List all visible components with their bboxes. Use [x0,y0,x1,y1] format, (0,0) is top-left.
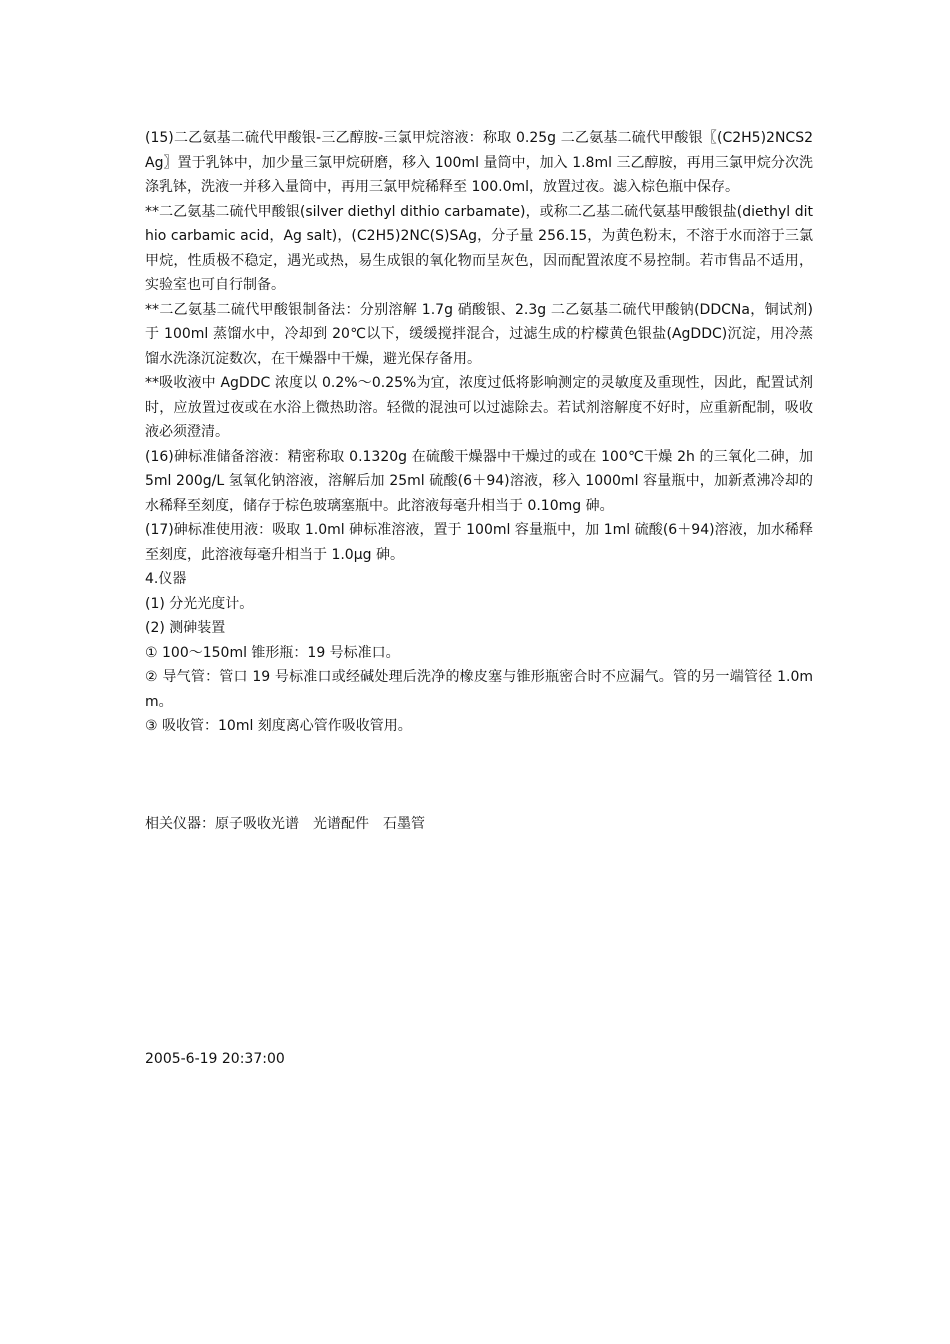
paragraph-note-concentration: **吸收液中 AgDDC 浓度以 0.2%～0.25%为宜，浓度过低将影响测定的灵敏度及重现性，因此，配置试剂时，应放置过夜或在水浴上微热助溶。轻微的混浊可以过滤除去。若试剂溶解度不好时，应重新配制，吸收液必须澄清。 [145,375,813,440]
related-link-spectrum-parts[interactable]: 光谱配件 [313,815,369,832]
related-link-aas[interactable]: 原子吸收光谱 [215,815,299,832]
related-instruments [145,812,813,837]
list-item-spectrophotometer: (1) 分光光度计。 [145,595,254,612]
list-item-absorption-tube: ③ 吸收管：10ml 刻度离心管作吸收管用。 [145,718,412,734]
list-item-arsenic-apparatus: (2) 测砷装置 [145,620,226,636]
paragraph-reagent-15: (15)二乙氨基二硫代甲酸银-三乙醇胺-三氯甲烷溶液：称取 0.25g 二乙氨基二硫代甲酸银〖(C2H5)2NCS2Ag〗置于乳钵中，加少量三氯甲烷研磨，移入 100ml 量筒中，加入 1.8ml 三乙醇胺，再用三氯甲烷分次洗涤乳钵，洗液一并移入量筒中，再用三氯甲烷稀释至 100.0ml，放置过夜。滤入棕色瓶中保存。 [145,130,813,195]
paragraph-note-agddc: **二乙氨基二硫代甲酸银(silver diethyl dithio carbamate)，或称二乙基二硫代氨基甲酸银盐(diethyl dithio carbamic acid，Ag salt)，(C2H5)2NC(S)SAg，分子量 256.15，为黄色粉末，不溶于水而溶于三氯甲烷，性质极不稳定，遇光或热，易生成银的氧化物而呈灰色，因而配置浓度不易控制。若市售品不适用，实验室也可自行制备。 [145,203,813,293]
paragraph-reagent-17: (17)砷标准使用液：吸取 1.0ml 砷标准溶液，置于 100ml 容量瓶中，加 1ml 硫酸(6＋94)溶液，加水稀释至刻度，此溶液每毫升相当于 1.0μg 砷。 [145,522,813,563]
section-heading-instruments: 4.仪器 [145,571,187,587]
document-body [145,126,813,836]
paragraph-note-preparation: **二乙氨基二硫代甲酸银制备法：分别溶解 1.7g 硝酸银、2.3g 二乙氨基二硫代甲酸钠(DDCNa，铜试剂)于 100ml 蒸馏水中，冷却到 20℃以下，缓缓搅拌混合，过滤生成的柠檬黄色银盐(AgDDC)沉淀，用冷蒸馏水洗涤沉淀数次，在干燥器中干燥，避光保存备用。 [145,301,813,367]
related-link-graphite-tube[interactable]: 石墨管 [383,815,425,832]
related-label: 相关仪器： [145,815,215,832]
spacer [145,739,813,812]
paragraph-reagent-16: (16)砷标准储备溶液：精密称取 0.1320g 在硫酸干燥器中干燥过的或在 100℃干燥 2h 的三氧化二砷，加 5ml 200g/L 氢氧化钠溶液，溶解后加 25ml 硫酸(6＋94)溶液，移入 1000ml 容量瓶中，加新煮沸冷却的水稀释至刻度，储存于棕色玻璃塞瓶中。此溶液每毫升相当于 0.10mg 砷。 [145,448,813,514]
list-item-gas-tube: ② 导气管：管口 19 号标准口或经碱处理后洗净的橡皮塞与锥形瓶密合时不应漏气。管的另一端管径 1.0mm。 [145,669,813,710]
publish-timestamp: 2005-6-19 20:37:00 [145,1051,285,1067]
list-item-conical-flask: ① 100～150ml 锥形瓶：19 号标准口。 [145,644,400,661]
